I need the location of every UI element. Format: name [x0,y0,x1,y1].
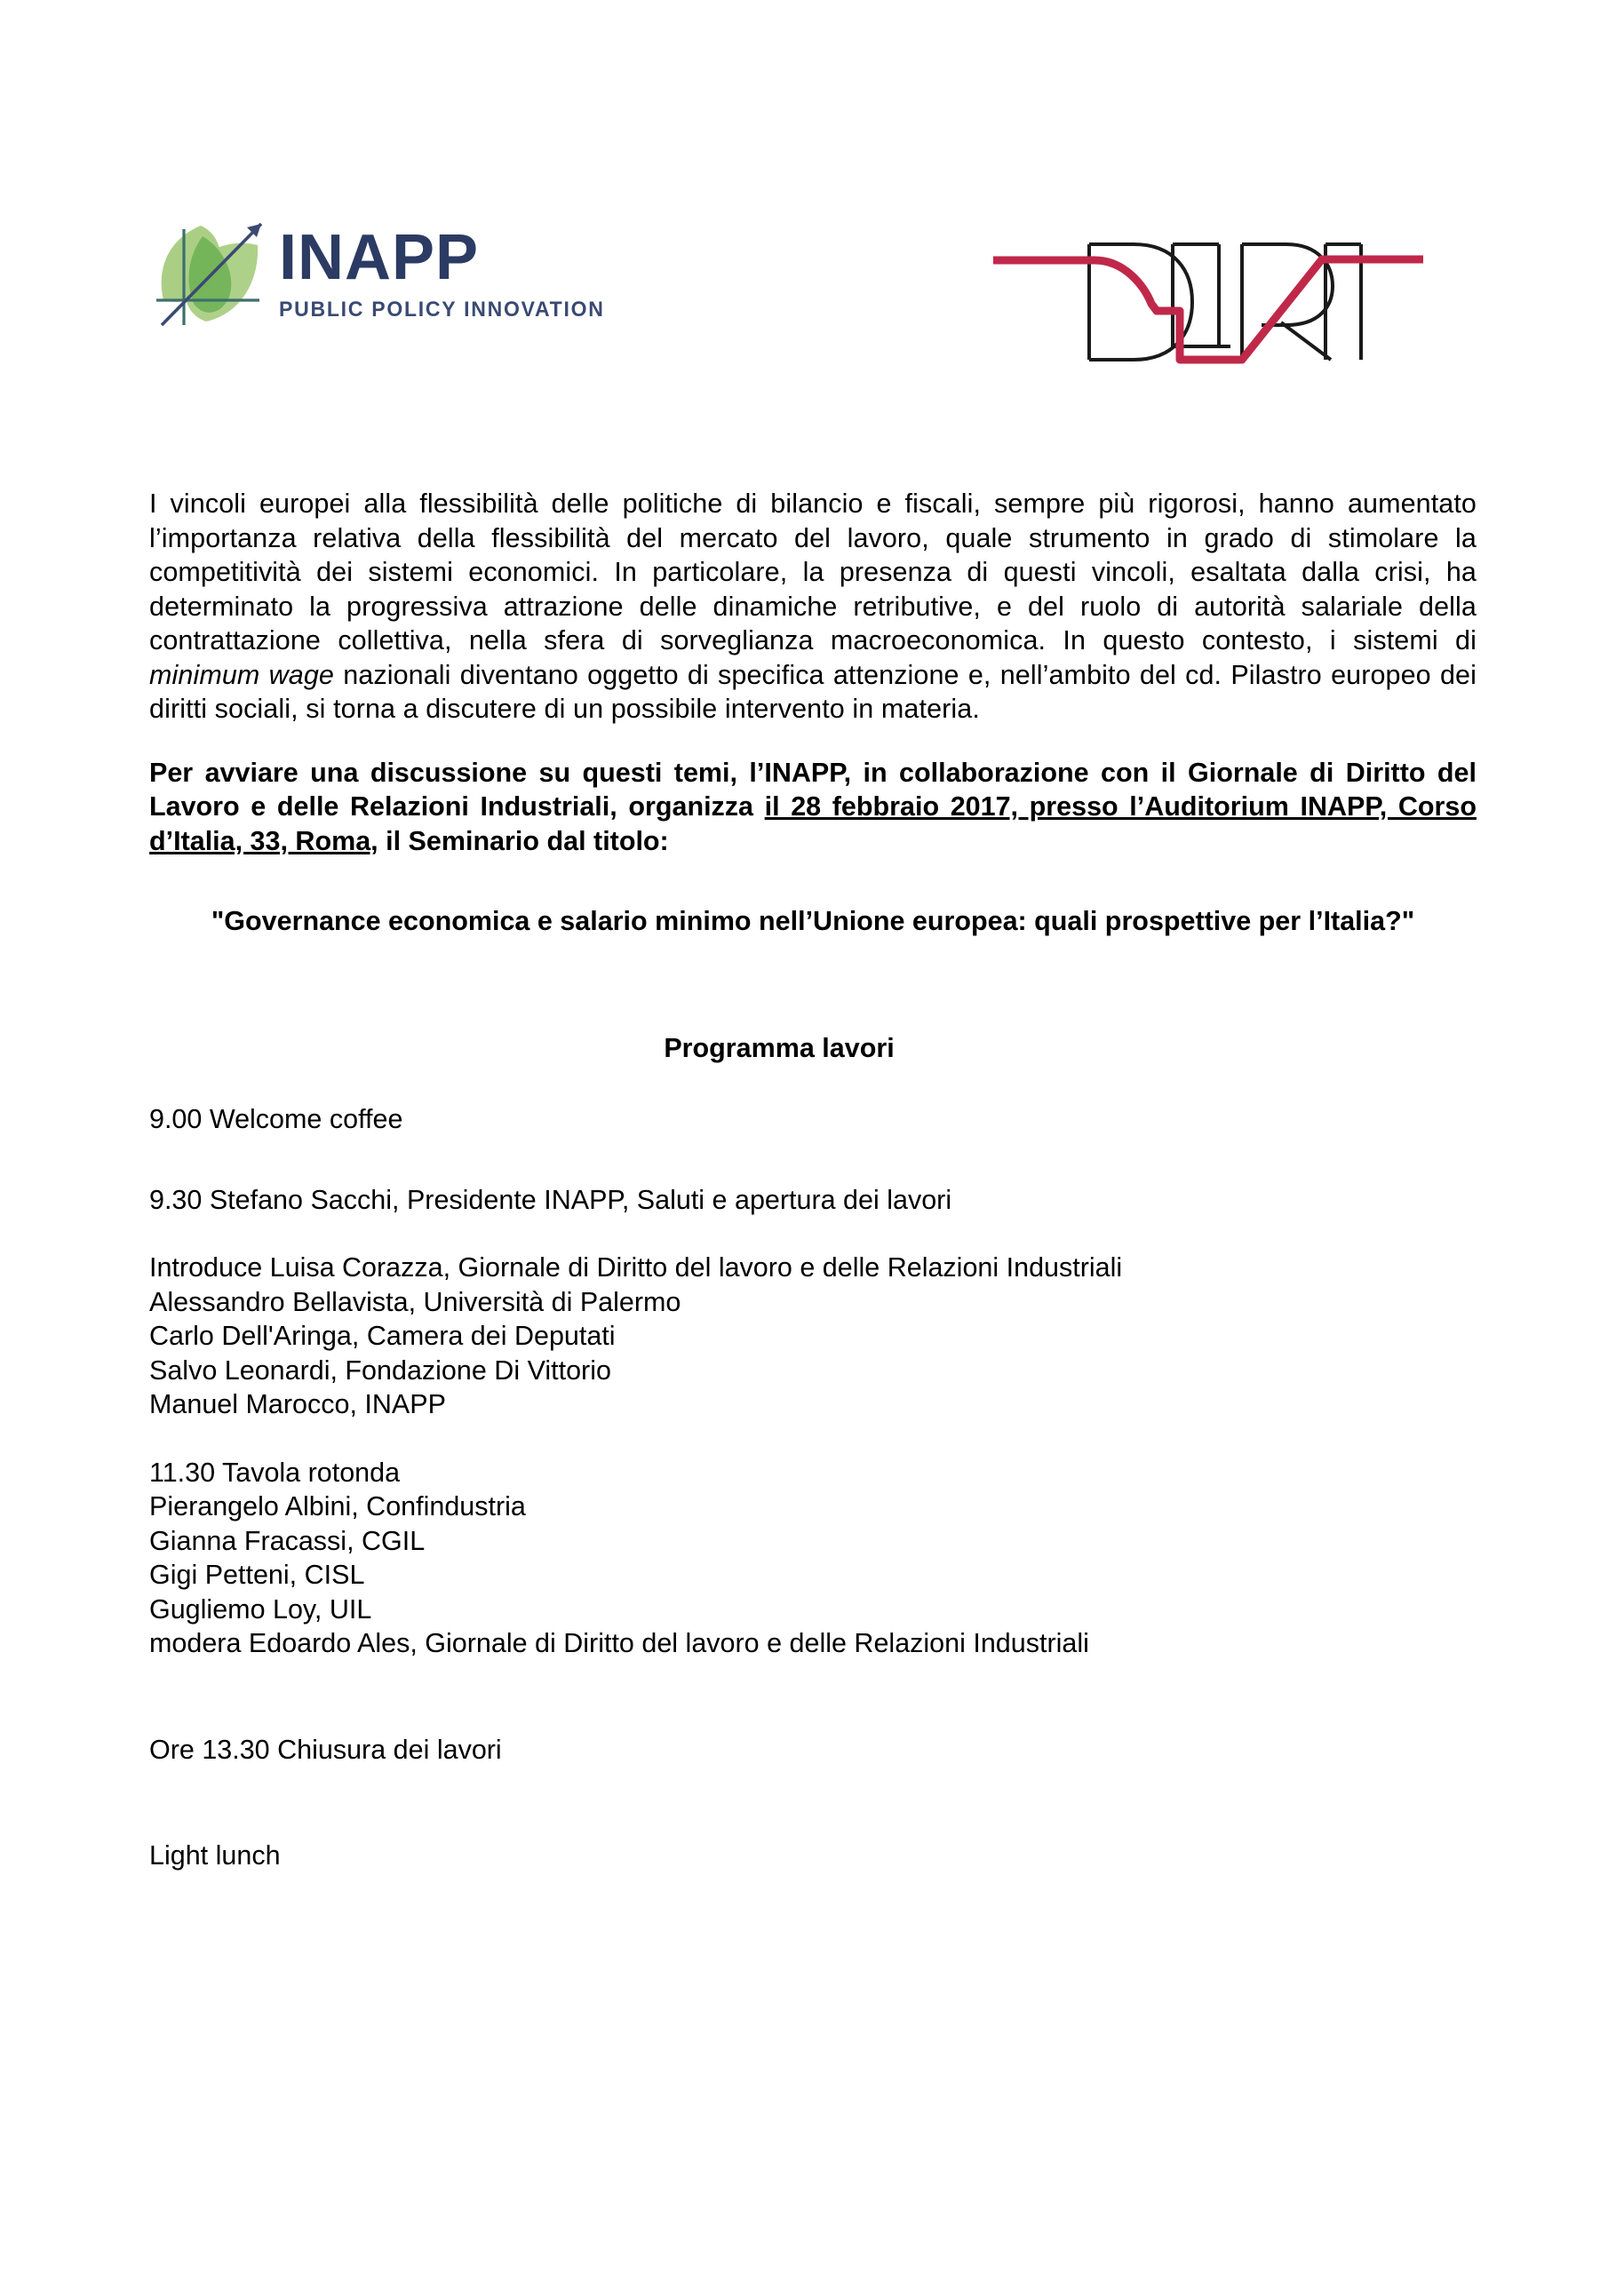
spacer [149,1804,1477,1839]
spacer [149,1767,1477,1804]
programma-lunch: Light lunch [149,1840,281,1871]
spacer [149,1422,1477,1456]
announcement-part2: il Seminario dal titolo: [378,825,669,856]
inapp-wordblock [279,213,618,322]
intro-paragraph-part1: I vincoli europei alla flessibilità delle politiche di bilancio e fiscali, sempre più rigorosi, hanno aumentato l’importanza relativa della flessibilità del mercato del lavoro, quale strumento in grado di stimolare la competitività dei sistemi economici. In particolare, la presenza di questi vincoli, esaltata dalla crisi, ha determinato la progressiva attrazione delle dinamiche retributive, e del ruolo di autorità salariale della contrattazione collettiva, nella sfera di sorveglianza macroeconomica. In questo contesto, i sistemi di [149,489,1477,655]
announcement-paragraph [149,727,1477,859]
announcement-part1: Per avviare una discussione su questi temi, l’INAPP, in collaborazione con il Giornale di Diritto del Lavoro e delle Relazioni Industriali, organizza [149,757,1477,822]
inapp-logo [149,213,618,332]
intro-paragraph [149,487,1477,727]
session1-line: Carlo Dell'Aringa, Camera dei Deputati [149,1321,616,1351]
session1-line: Alessandro Bellavista, Università di Palermo [149,1286,681,1317]
programma-welcome: 9.00 Welcome coffee [149,1104,403,1134]
session2-line: modera Edoardo Ales, Giornale di Diritto del lavoro e delle Relazioni Industriali [149,1628,1089,1658]
programma-opening: 9.30 Stefano Sacchi, Presidente INAPP, Saluti e apertura dei lavori [149,1184,952,1215]
intro-paragraph-italic: minimum wage [149,659,334,690]
inapp-tagline: PUBLIC POLICY INNOVATION [279,298,605,322]
session2-line: Gigi Petteni, CISL [149,1560,365,1590]
inapp-wordmark: INAPP [279,222,480,293]
spacer [149,1065,1477,1102]
session1-line: Manuel Marocco, INAPP [149,1389,446,1419]
spacer [149,1698,1477,1733]
programma-closing: Ore 13.30 Chiusura dei lavori [149,1734,502,1765]
session1-line: Salvo Leonardi, Fondazione Di Vittorio [149,1355,611,1386]
spacer [149,1217,1477,1251]
document-body [149,487,1477,1873]
announcement-underlined: il 28 febbraio 2017, presso l’Auditorium INAPP, Corso d’Italia, 33, Roma, [149,791,1477,856]
session2-line: Pierangelo Albini, Confindustria [149,1491,526,1521]
dlri-logo [959,204,1457,373]
spacer [149,1661,1477,1698]
intro-paragraph-part2: nazionali diventano oggetto di specifica attenzione e, nell’ambito del cd. Pilastro europeo dei diritti sociali, si torna a discutere di un possibile intervento in materia. [149,659,1477,724]
programma-heading: Programma lavori [664,1032,895,1063]
session1-line: Introduce Luisa Corazza, Giornale di Diritto del lavoro e delle Relazioni Industriali [149,1252,1123,1283]
spacer [149,1137,1477,1174]
seminar-title: "Governance economica e salario minimo nell’Unione europea: quali prospettive per l’Italia?" [211,906,1415,936]
spacer [149,1174,1477,1183]
inapp-leaf-icon [149,215,267,332]
session2-line: 11.30 Tavola rotonda [149,1457,401,1488]
header-logo-row [0,204,1616,373]
session2-line: Gianna Fracassi, CGIL [149,1525,426,1556]
session2-line: Gugliemo Loy, UIL [149,1593,372,1625]
